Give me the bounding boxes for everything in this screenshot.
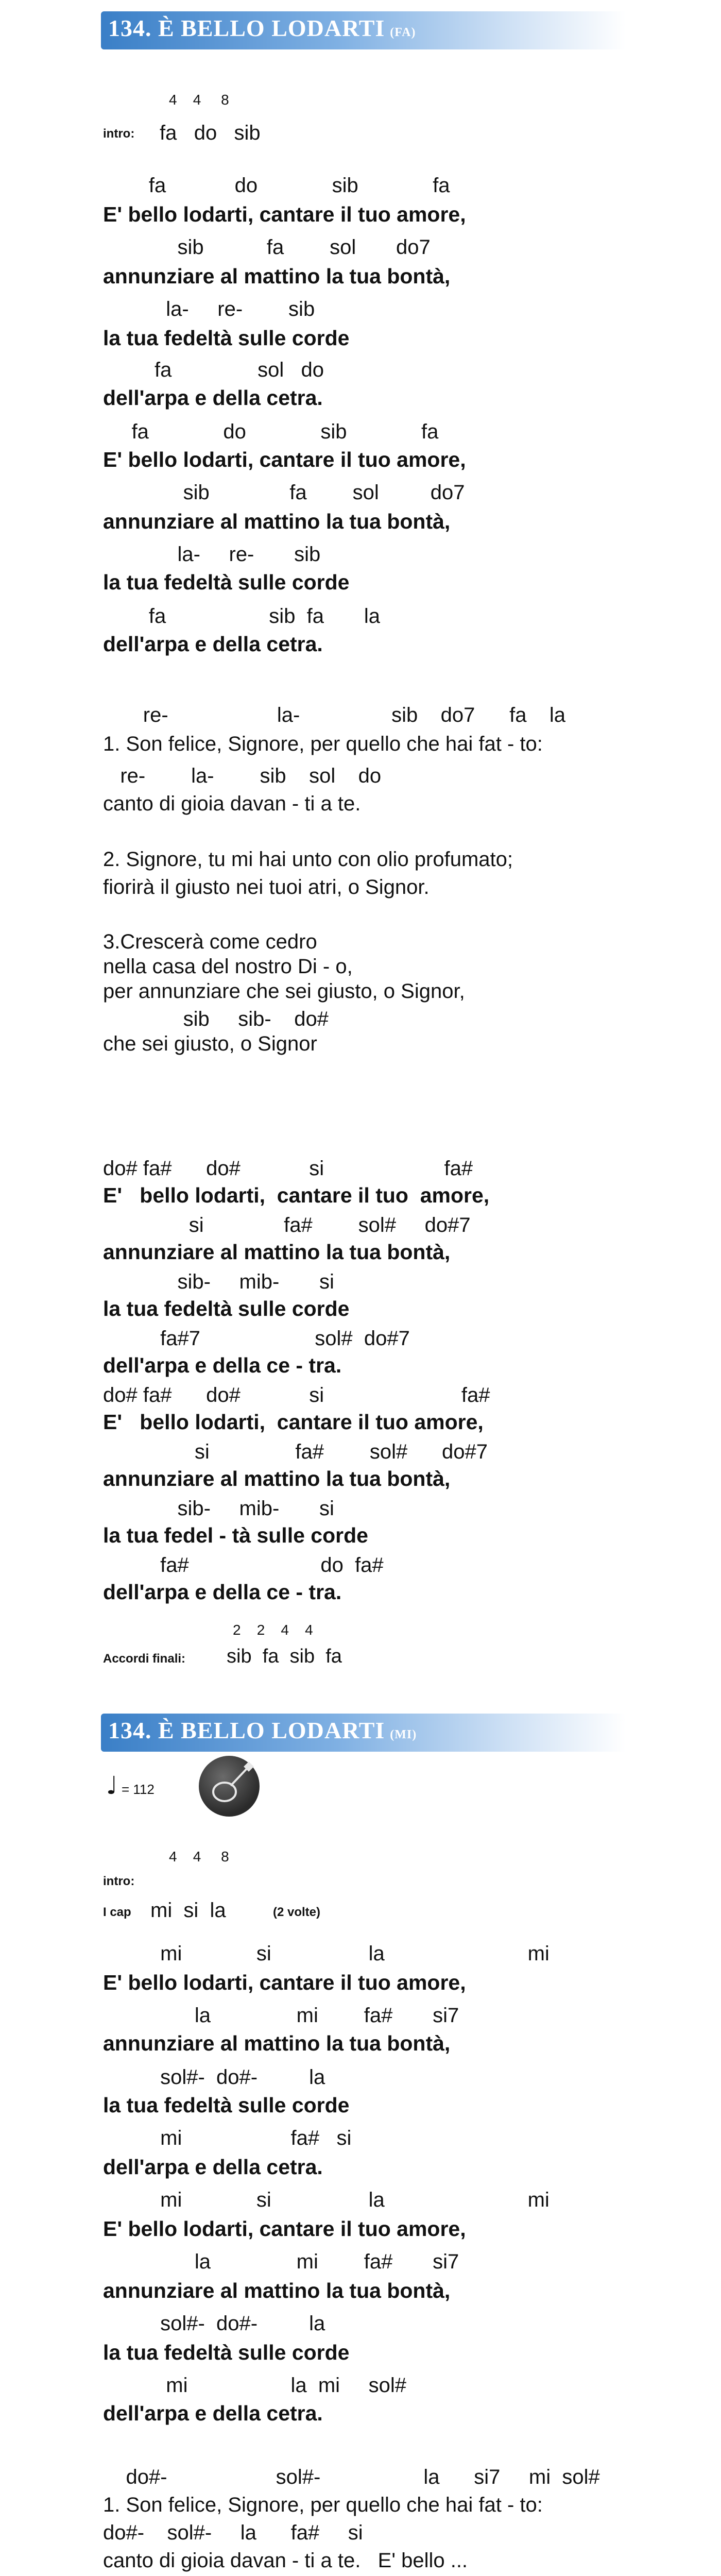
song1-final-chords: sib fa sib fa <box>227 1646 342 1667</box>
song1-title: 134. È BELLO LODARTI (FA) <box>108 15 416 41</box>
song1-line: la- re- sib <box>103 298 315 320</box>
song2-line: mi si la mi <box>103 1942 550 1965</box>
song1-line: annunziare al mattino la tua bontà, <box>103 510 451 533</box>
song2-verse-line: do#- sol#- la si7 mi sol# <box>103 2466 600 2488</box>
song1-verse-line: 1. Son felice, Signore, per quello che hai fat - to: <box>103 733 543 755</box>
song1-refrain2-line: annunziare al mattino la tua bontà, <box>103 1240 451 1264</box>
song1-refrain2-line: do# fa# do# si fa# <box>103 1384 490 1406</box>
song2-line: la mi fa# si7 <box>103 2250 459 2273</box>
song1-line: la- re- sib <box>103 543 321 566</box>
song2-intro-note: (2 volte) <box>273 1905 321 1919</box>
song1-verse-line: re- la- sib do7 fa la <box>103 704 566 726</box>
song2-verse-line: 1. Son felice, Signore, per quello che hai fat - to: <box>103 2494 543 2516</box>
song1-final-beats: 2 2 4 4 <box>233 1622 313 1638</box>
song2-line: E' bello lodarti, cantare il tuo amore, <box>103 1971 466 1994</box>
song1-line: sib fa sol do7 <box>103 481 465 504</box>
song2-tempo: = 112 <box>122 1782 154 1797</box>
song2-intro-label: intro: <box>103 1874 135 1888</box>
song2-line: la mi fa# si7 <box>103 2004 459 2027</box>
song1-final-label: Accordi finali: <box>103 1652 186 1666</box>
song1-verse-line: re- la- sib sol do <box>103 765 382 787</box>
song2-line: sol#- do#- la <box>103 2312 325 2335</box>
song1-line: fa do sib fa <box>103 420 439 443</box>
song1-refrain2-line: E' bello lodarti, cantare il tuo amore, <box>103 1410 484 1434</box>
song1-verse-line: nella casa del nostro Di - o, <box>103 955 353 978</box>
song1-refrain2-line: fa# do fa# <box>103 1554 384 1577</box>
song1-line: fa do sib fa <box>103 174 450 197</box>
song1-line: E' bello lodarti, cantare il tuo amore, <box>103 202 466 226</box>
song1-line: sib fa sol do7 <box>103 236 431 259</box>
song2-line: E' bello lodarti, cantare il tuo amore, <box>103 2217 466 2241</box>
song2-intro-chords: mi si la <box>150 1899 226 1922</box>
song2-line: mi fa# si <box>103 2127 352 2149</box>
song2-line: la tua fedeltà sulle corde <box>103 2341 350 2364</box>
song1-refrain2-line: fa#7 sol# do#7 <box>103 1327 410 1350</box>
song1-verse-line: 2. Signore, tu mi hai unto con olio profumato; <box>103 848 513 871</box>
song1-line: E' bello lodarti, cantare il tuo amore, <box>103 448 466 471</box>
song2-intro-beats: 4 4 8 <box>169 1849 229 1865</box>
song1-title-bar <box>101 11 626 49</box>
song2-verse-line: do#- sol#- la fa# si <box>103 2521 363 2544</box>
song2-title: 134. È BELLO LODARTI (MI) <box>108 1717 417 1743</box>
song1-refrain2-line: sib- mib- si <box>103 1497 334 1520</box>
song1-verse-line: per annunziare che sei giusto, o Signor, <box>103 980 465 1003</box>
song1-line: la tua fedeltà sulle corde <box>103 570 350 594</box>
song2-capo-label: I cap <box>103 1905 131 1919</box>
song1-refrain2-line: sib- mib- si <box>103 1270 334 1293</box>
song1-refrain2-line: do# fa# do# si fa# <box>103 1157 473 1180</box>
song1-line: dell'arpa e della cetra. <box>103 386 323 410</box>
song1-line: annunziare al mattino la tua bontà, <box>103 264 451 288</box>
song1-intro-label: intro: <box>103 127 135 141</box>
song1-refrain2-line: la tua fedeltà sulle corde <box>103 1297 350 1320</box>
song2-line: la tua fedeltà sulle corde <box>103 2093 350 2117</box>
song1-line: fa sib fa la <box>103 605 380 628</box>
song1-key: (FA) <box>390 26 416 39</box>
song1-intro-chords: fa do sib <box>160 122 261 144</box>
song2-line: dell'arpa e della cetra. <box>103 2401 323 2425</box>
song2-key: (MI) <box>390 1728 417 1741</box>
song2-line: annunziare al mattino la tua bontà, <box>103 2279 451 2302</box>
guitar-icon <box>199 1756 260 1817</box>
song2-line: sol#- do#- la <box>103 2066 325 2089</box>
song1-refrain2-line: dell'arpa e della ce - tra. <box>103 1580 342 1604</box>
song2-line: mi si la mi <box>103 2189 550 2211</box>
song1-refrain2-line: annunziare al mattino la tua bontà, <box>103 1467 451 1490</box>
song2-title-bar <box>101 1714 626 1752</box>
song1-line: fa sol do <box>103 359 324 381</box>
song1-refrain2-line: E' bello lodarti, cantare il tuo amore, <box>103 1183 490 1207</box>
song1-verse-line: fiorirà il giusto nei tuoi atri, o Signor. <box>103 876 430 899</box>
song1-refrain2-line: si fa# sol# do#7 <box>103 1440 488 1463</box>
song1-refrain2-line: la tua fedel - tà sulle corde <box>103 1523 368 1547</box>
song1-verse-line: 3.Crescerà come cedro <box>103 930 317 953</box>
song1-line: dell'arpa e della cetra. <box>103 632 323 656</box>
song2-line: annunziare al mattino la tua bontà, <box>103 2031 451 2055</box>
song1-verse-line: canto di gioia davan - ti a te. <box>103 792 361 815</box>
song2-verse-line: canto di gioia davan - ti a te. E' bello ... <box>103 2549 468 2572</box>
tempo-note-icon: ♩ <box>106 1771 118 1800</box>
song1-refrain2-line: si fa# sol# do#7 <box>103 1214 471 1236</box>
song1-verse-line: che sei giusto, o Signor <box>103 1032 317 1055</box>
song1-intro-beats: 4 4 8 <box>169 92 229 108</box>
song1-line: la tua fedeltà sulle corde <box>103 326 350 350</box>
song1-refrain2-line: dell'arpa e della ce - tra. <box>103 1353 342 1377</box>
song1-verse-line: sib sib- do# <box>103 1008 329 1030</box>
song2-line: dell'arpa e della cetra. <box>103 2155 323 2179</box>
song2-line: mi la mi sol# <box>103 2374 407 2397</box>
